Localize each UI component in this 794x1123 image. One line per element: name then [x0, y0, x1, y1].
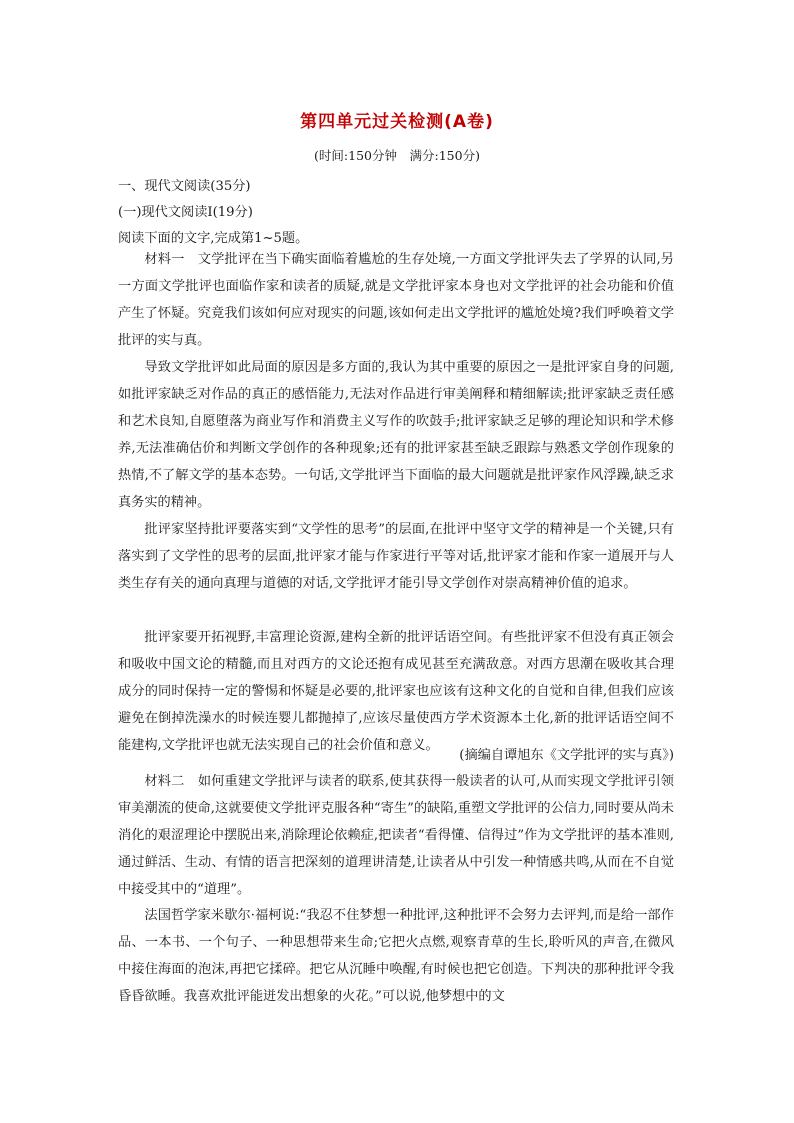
- source-citation: (摘编自谭旭东《文学批评的实与真》): [459, 748, 674, 763]
- subsection-heading: (一)现代文阅读Ⅰ(19分): [118, 205, 253, 220]
- document-title: 第四单元过关检测(A卷): [300, 112, 494, 132]
- material-1-paragraph-4: 批评家要开拓视野,丰富理论资源,建构全新的批评话语空间。有些批评家不但没有真正领会和吸收中国文论的精髓,而且对西方的文论还抱有成见甚至充满敌意。对西方思潮在吸收其合理成分的同时保持一定的警惕和怀疑是必要的,批评家也应该有这种文化的自觉和自律,但我们应该避免在倒掉洗澡水的时候连婴儿都抛掉了,应该尽量使西方学术资源本土化,新的批评话语空间不能建构,文学批评也就无法实现自己的社会价值和意义。: [118, 630, 674, 753]
- material-2-paragraph-1: 材料二 如何重建文学批评与读者的联系,使其获得一般读者的认可,从而实现文学批评引领审美潮流的使命,这就要使文学批评克服各种“寄生”的缺陷,重塑文学批评的公信力,同时要从尚未消化的艰涩理论中摆脱出来,消除理论依赖症,把读者“看得懂、信得过”作为文学批评的基本准则,通过鲜活、生动、有情的语言把深刻的道理讲清楚,让读者从中引发一种情感共鸣,从而在不自觉中接受其中的“道理”。: [118, 774, 674, 897]
- section-heading: 一、现代文阅读(35分): [118, 179, 251, 194]
- material-1-paragraph-3: 批评家坚持批评要落实到“文学性的思考”的层面,在批评中坚守文学的精神是一个关键,只有落实到了文学性的思考的层面,批评家才能与作家进行平等对话,批评家才能和作家一道展开与人类生存有关的通向真理与道德的对话,文学批评才能引导文学创作对崇高精神价值的追求。: [118, 522, 674, 591]
- material-1-paragraph-1: 材料一 文学批评在当下确实面临着尴尬的生存处境,一方面文学批评失去了学界的认同,另一方面文学批评也面临作家和读者的质疑,就是文学批评家本身也对文学批评的社会功能和价值产生了怀疑。究竟我们该如何应对现实的问题,该如何走出文学批评的尴尬处境?我们呼唤着文学批评的实与真。: [118, 252, 674, 348]
- reading-instruction: 阅读下面的文字,完成第1~5题。: [118, 231, 309, 246]
- material-2-paragraph-2: 法国哲学家米歇尔·福柯说:“我忍不住梦想一种批评,这种批评不会努力去评判,而是给一部作品、一本书、一个句子、一种思想带来生命;它把火点燃,观察青草的生长,聆听风的声音,在微风中接住海面的泡沫,再把它揉碎。把它从沉睡中唤醒,有时候也把它创造。下判决的那种批评令我昏昏欲睡。我喜欢批评能迸发出想象的火花。”可以说,他梦想中的文: [118, 908, 674, 1004]
- material-1-paragraph-2: 导致文学批评如此局面的原因是多方面的,我认为其中重要的原因之一是批评家自身的问题,如批评家缺乏对作品的真正的感悟能力,无法对作品进行审美阐释和精细解读;批评家缺乏责任感和艺术良知,自愿堕落为商业写作和消费主义写作的吹鼓手;批评家缺乏足够的理论知识和学术修养,无法准确估价和判断文学创作的各种现象;还有的批评家甚至缺乏跟踪与熟悉文学创作现象的热情,不了解文学的基本态势。一句话,文学批评当下面临的最大问题就是批评家作风浮躁,缺乏求真务实的精神。: [118, 360, 674, 510]
- exam-time-and-score: (时间:150分钟 满分:150分): [314, 148, 480, 163]
